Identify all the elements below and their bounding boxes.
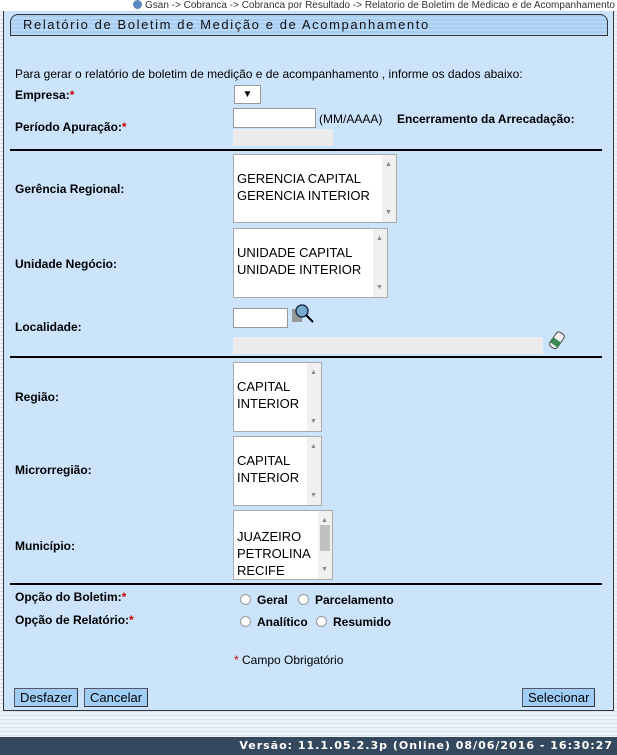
empresa-select[interactable]: ▼ (234, 85, 261, 104)
regiao-listbox[interactable] (233, 362, 322, 432)
scrollbar[interactable] (318, 511, 332, 579)
list-option[interactable]: GERENCIA INTERIOR (237, 188, 370, 203)
divider (10, 149, 602, 151)
radio-resumido[interactable]: Resumido (316, 615, 391, 629)
list-option[interactable]: CAPITAL (237, 379, 291, 394)
list-option[interactable]: UNIDADE INTERIOR (237, 262, 362, 277)
micro-listbox[interactable] (233, 436, 322, 506)
list-option[interactable]: INTERIOR (237, 470, 300, 485)
divider (10, 583, 602, 585)
radio-geral[interactable]: Geral (240, 593, 288, 607)
empresa-label: Empresa:* (15, 88, 75, 102)
intro-text: Para gerar o relatório de boletim de medição e de acompanhamento , informe os dados abaixo: (15, 67, 523, 81)
divider (10, 356, 602, 358)
municipio-label: Município: (15, 539, 75, 553)
municipio-listbox[interactable] (233, 510, 333, 580)
help-icon (133, 0, 142, 9)
encerramento-label: Encerramento da Arrecadação: (397, 112, 575, 126)
scrollbar[interactable] (307, 437, 321, 505)
micro-label: Microrregião: (15, 463, 92, 477)
periodo-hint: (MM/AAAA) (319, 112, 383, 126)
list-option[interactable]: JUAZEIRO (237, 529, 302, 544)
unidade-listbox[interactable] (233, 228, 388, 298)
version-footer: Versão: 11.1.05.2.3p (Online) 08/06/2016 - 16:30:27 (0, 737, 617, 755)
cancelar-button[interactable]: Cancelar (84, 688, 148, 707)
localidade-label: Localidade: (15, 320, 82, 334)
scrollbar[interactable] (382, 155, 396, 222)
scrollbar[interactable] (307, 363, 321, 431)
required-note: * Campo Obrigatório (234, 653, 344, 667)
eraser-icon[interactable] (548, 331, 566, 351)
localidade-input[interactable] (233, 308, 288, 328)
periodo-label: Período Apuração:* (15, 120, 127, 134)
list-option[interactable]: RECIFE (237, 563, 285, 578)
selecionar-button[interactable]: Selecionar (522, 688, 595, 707)
opcao-boletim-label: Opção do Boletim:* (15, 590, 127, 604)
breadcrumb: Gsan -> Cobranca -> Cobranca por Resultado -> Relatorio de Boletim de Medicao e de Acompanhamento (0, 0, 617, 11)
encerramento-field (233, 129, 333, 146)
list-option[interactable]: GERENCIA CAPITAL (237, 171, 362, 186)
list-option[interactable]: CAPITAL (237, 453, 291, 468)
periodo-input[interactable] (233, 108, 316, 128)
localidade-description (233, 337, 543, 354)
desfazer-button[interactable]: Desfazer (14, 688, 78, 707)
gerencia-label: Gerência Regional: (15, 182, 125, 196)
list-option[interactable]: UNIDADE CAPITAL (237, 245, 353, 260)
radio-parcelamento[interactable]: Parcelamento (298, 593, 394, 607)
regiao-label: Região: (15, 390, 60, 404)
page-title: Relatório de Boletim de Medição e de Acompanhamento (10, 14, 608, 36)
unidade-label: Unidade Negócio: (15, 257, 118, 271)
search-icon[interactable] (291, 303, 315, 325)
list-option[interactable]: PETROLINA (237, 546, 311, 561)
opcao-relatorio-label: Opção de Relatório:* (15, 613, 134, 627)
list-option[interactable]: INTERIOR (237, 396, 300, 411)
scrollbar[interactable] (373, 229, 387, 297)
gerencia-listbox[interactable] (233, 154, 397, 223)
radio-analitico[interactable]: Analítico (240, 615, 308, 629)
